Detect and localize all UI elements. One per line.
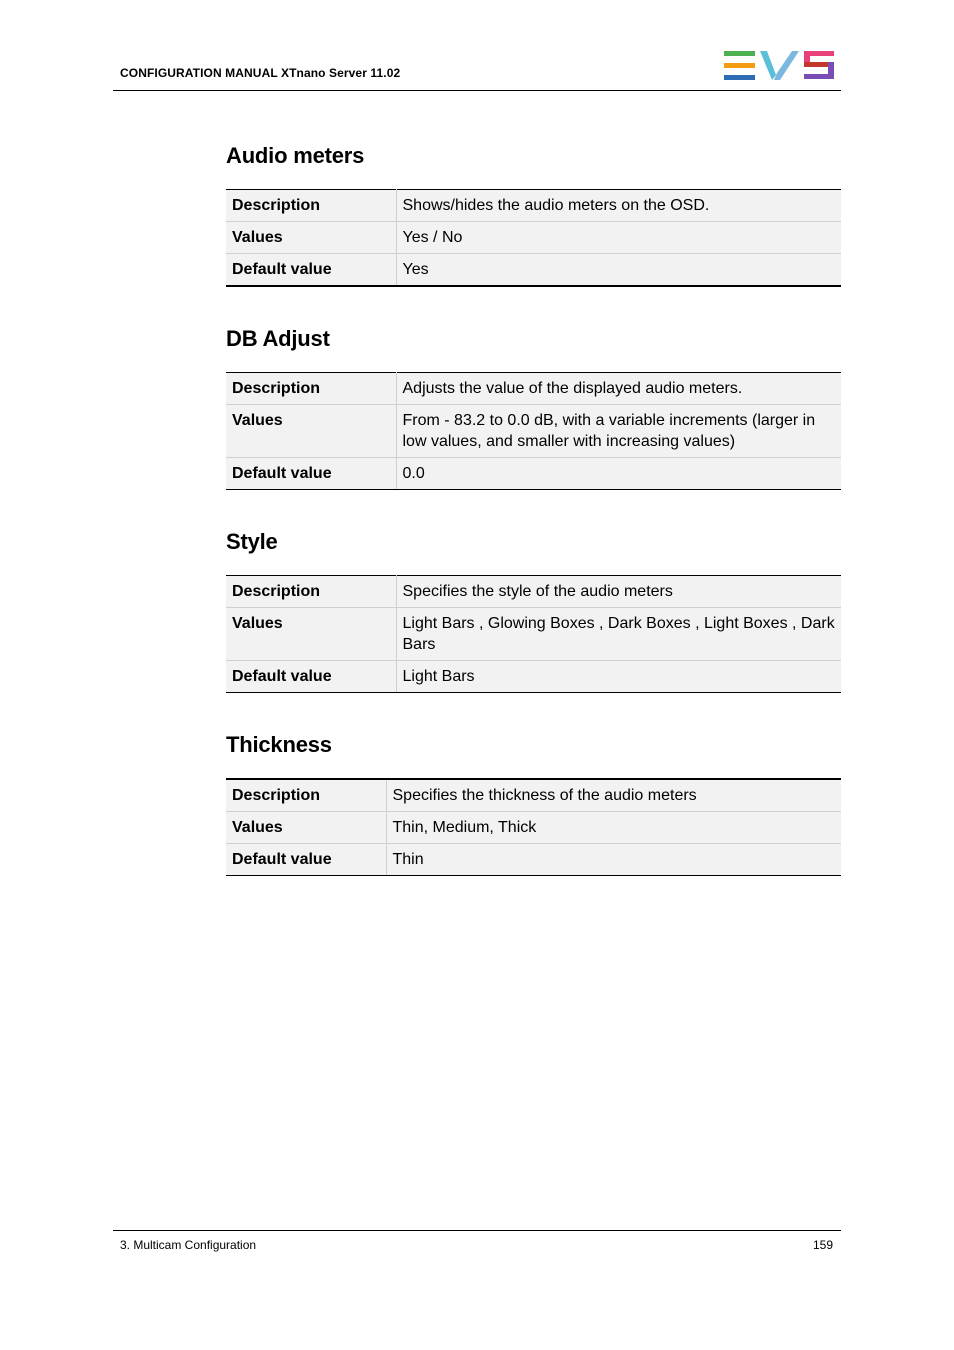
row-key: Description xyxy=(226,190,396,222)
row-value: Thin, Medium, Thick xyxy=(386,812,841,844)
logo-letter-v xyxy=(760,51,799,80)
property-table xyxy=(226,372,841,490)
header-title: CONFIGURATION MANUAL XTnano Server 11.02 xyxy=(120,66,401,80)
row-value: Specifies the thickness of the audio meters xyxy=(386,779,841,812)
row-value: Adjusts the value of the displayed audio meters. xyxy=(396,373,841,405)
section-heading: Style xyxy=(226,529,278,554)
table-row xyxy=(226,405,841,458)
row-key: Description xyxy=(226,373,396,405)
row-key: Default value xyxy=(226,661,396,693)
row-value: From - 83.2 to 0.0 dB, with a variable increments (larger in low values, and smaller with increasing values) xyxy=(396,405,841,458)
table-row xyxy=(226,812,841,844)
row-value: Shows/hides the audio meters on the OSD. xyxy=(396,190,841,222)
row-key: Default value xyxy=(226,458,396,490)
page-number: 159 xyxy=(812,1238,833,1252)
property-table xyxy=(226,778,841,876)
section-heading: DB Adjust xyxy=(226,326,330,351)
property-table xyxy=(226,189,841,287)
footer-divider xyxy=(113,1230,841,1231)
row-value: Light Bars , Glowing Boxes , Dark Boxes , Light Boxes , Dark Bars xyxy=(396,608,841,661)
section-heading: Thickness xyxy=(226,732,332,757)
property-table xyxy=(226,575,841,693)
row-key: Description xyxy=(226,779,386,812)
section-audio-meters xyxy=(226,143,841,278)
section-thickness xyxy=(226,732,841,868)
table-row xyxy=(226,661,841,693)
table-row xyxy=(226,222,841,254)
table-row xyxy=(226,254,841,287)
row-key: Values xyxy=(226,405,396,458)
logo-letter-s xyxy=(804,51,834,79)
table-row xyxy=(226,190,841,222)
row-value: Yes xyxy=(396,254,841,287)
row-value: Light Bars xyxy=(396,661,841,693)
table-row xyxy=(226,576,841,608)
row-value: Specifies the style of the audio meters xyxy=(396,576,841,608)
footer-chapter: 3. Multicam Configuration xyxy=(120,1238,257,1252)
row-key: Values xyxy=(226,608,396,661)
table-row xyxy=(226,458,841,490)
table-row xyxy=(226,608,841,661)
row-key: Description xyxy=(226,576,396,608)
row-key: Default value xyxy=(226,254,396,287)
evs-logo xyxy=(724,51,836,83)
table-row xyxy=(226,779,841,812)
row-value: Yes / No xyxy=(396,222,841,254)
logo-letter-e xyxy=(724,51,755,80)
row-key: Values xyxy=(226,222,396,254)
row-key: Default value xyxy=(226,844,386,876)
row-key: Values xyxy=(226,812,386,844)
header-divider xyxy=(113,90,841,91)
section-style xyxy=(226,529,841,685)
table-row xyxy=(226,373,841,405)
table-row xyxy=(226,844,841,876)
row-value: 0.0 xyxy=(396,458,841,490)
row-value: Thin xyxy=(386,844,841,876)
section-db-adjust xyxy=(226,326,841,482)
section-heading: Audio meters xyxy=(226,143,365,168)
